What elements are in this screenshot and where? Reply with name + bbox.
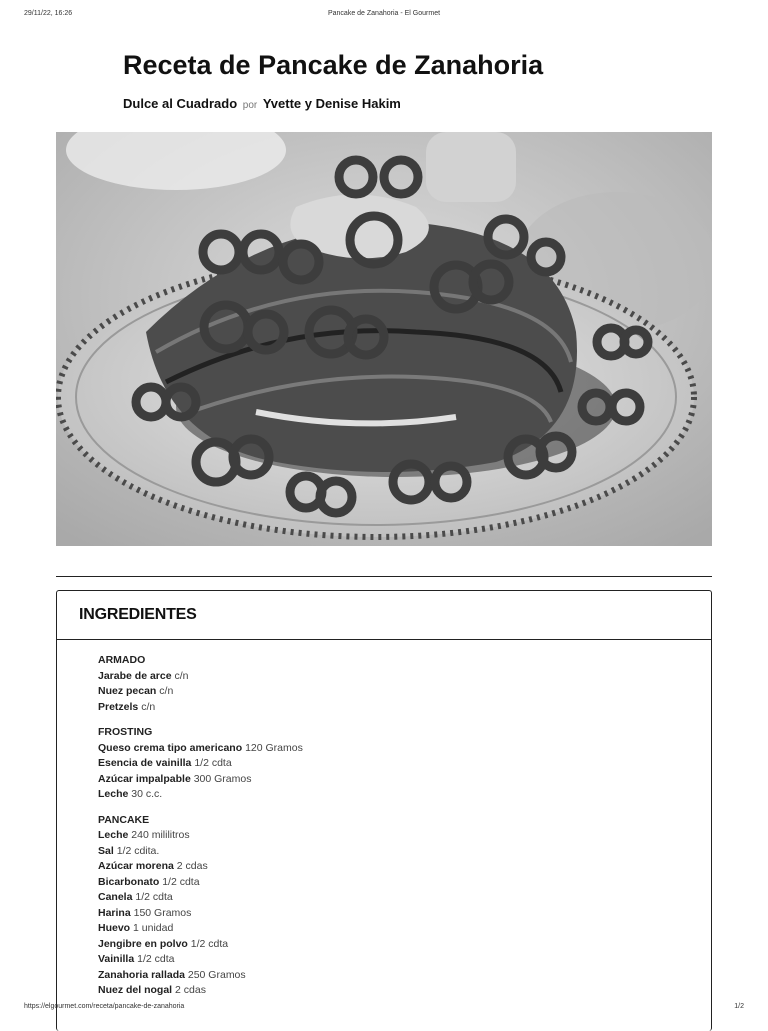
byline [123, 96, 401, 111]
ingredient-item: Vainilla 1/2 cdta [98, 953, 175, 965]
group-title: PANCAKE [98, 813, 150, 826]
ingredient-item: Azúcar impalpable 300 Gramos [98, 772, 252, 785]
ingredient-item: Zanahoria rallada 250 Gramos [98, 968, 246, 981]
group-title: ARMADO [98, 654, 146, 666]
recipe-photo [56, 132, 712, 546]
ingredient-item: Nuez del nogal 2 cdas [98, 984, 206, 996]
section-divider [56, 576, 712, 577]
pancake-stack-image [56, 132, 712, 546]
ingredient-group-frosting [98, 725, 303, 803]
ingredient-item: Jarabe de arce c/n [98, 669, 189, 682]
ingredient-item: Queso crema tipo americano 120 Gramos [98, 741, 303, 754]
ingredient-item: Leche 30 c.c. [98, 788, 163, 800]
ingredient-item: Leche 240 mililitros [98, 829, 190, 841]
print-page-number: 1/2 [734, 1003, 744, 1010]
authors-link[interactable]: Yvette y Denise Hakim [262, 96, 401, 111]
ingredient-group-armado [98, 653, 303, 715]
print-url: https://elgourmet.com/receta/pancake-de-zanahoria [24, 1003, 185, 1010]
ingredient-item: Canela 1/2 cdta [98, 891, 173, 903]
ingredient-group-pancake [98, 813, 303, 999]
group-title: FROSTING [98, 726, 153, 738]
byline-por: por [242, 100, 258, 111]
print-datetime: 29/11/22, 16:26 [24, 10, 73, 17]
ingredients-header [57, 591, 711, 640]
ingredients-list [98, 653, 303, 1009]
ingredients-card [56, 590, 712, 1031]
ingredient-item: Azúcar morena 2 cdas [98, 860, 208, 872]
ingredient-item: Sal 1/2 cdita. [98, 844, 160, 857]
show-link[interactable]: Dulce al Cuadrado [123, 96, 238, 111]
ingredient-item: Bicarbonato 1/2 cdta [98, 875, 200, 888]
ingredient-item: Pretzels c/n [98, 700, 156, 713]
ingredient-item: Jengibre en polvo 1/2 cdta [98, 937, 229, 950]
page-title: Receta de Pancake de Zanahoria [123, 50, 544, 80]
ingredient-item: Harina 150 Gramos [98, 906, 192, 919]
ingredient-item: Huevo 1 unidad [98, 922, 174, 934]
ingredient-item: Nuez pecan c/n [98, 685, 174, 697]
print-page-title: Pancake de Zanahoria - El Gourmet [327, 10, 441, 17]
ingredients-heading: INGREDIENTES [79, 606, 197, 623]
ingredient-item: Esencia de vainilla 1/2 cdta [98, 757, 232, 769]
